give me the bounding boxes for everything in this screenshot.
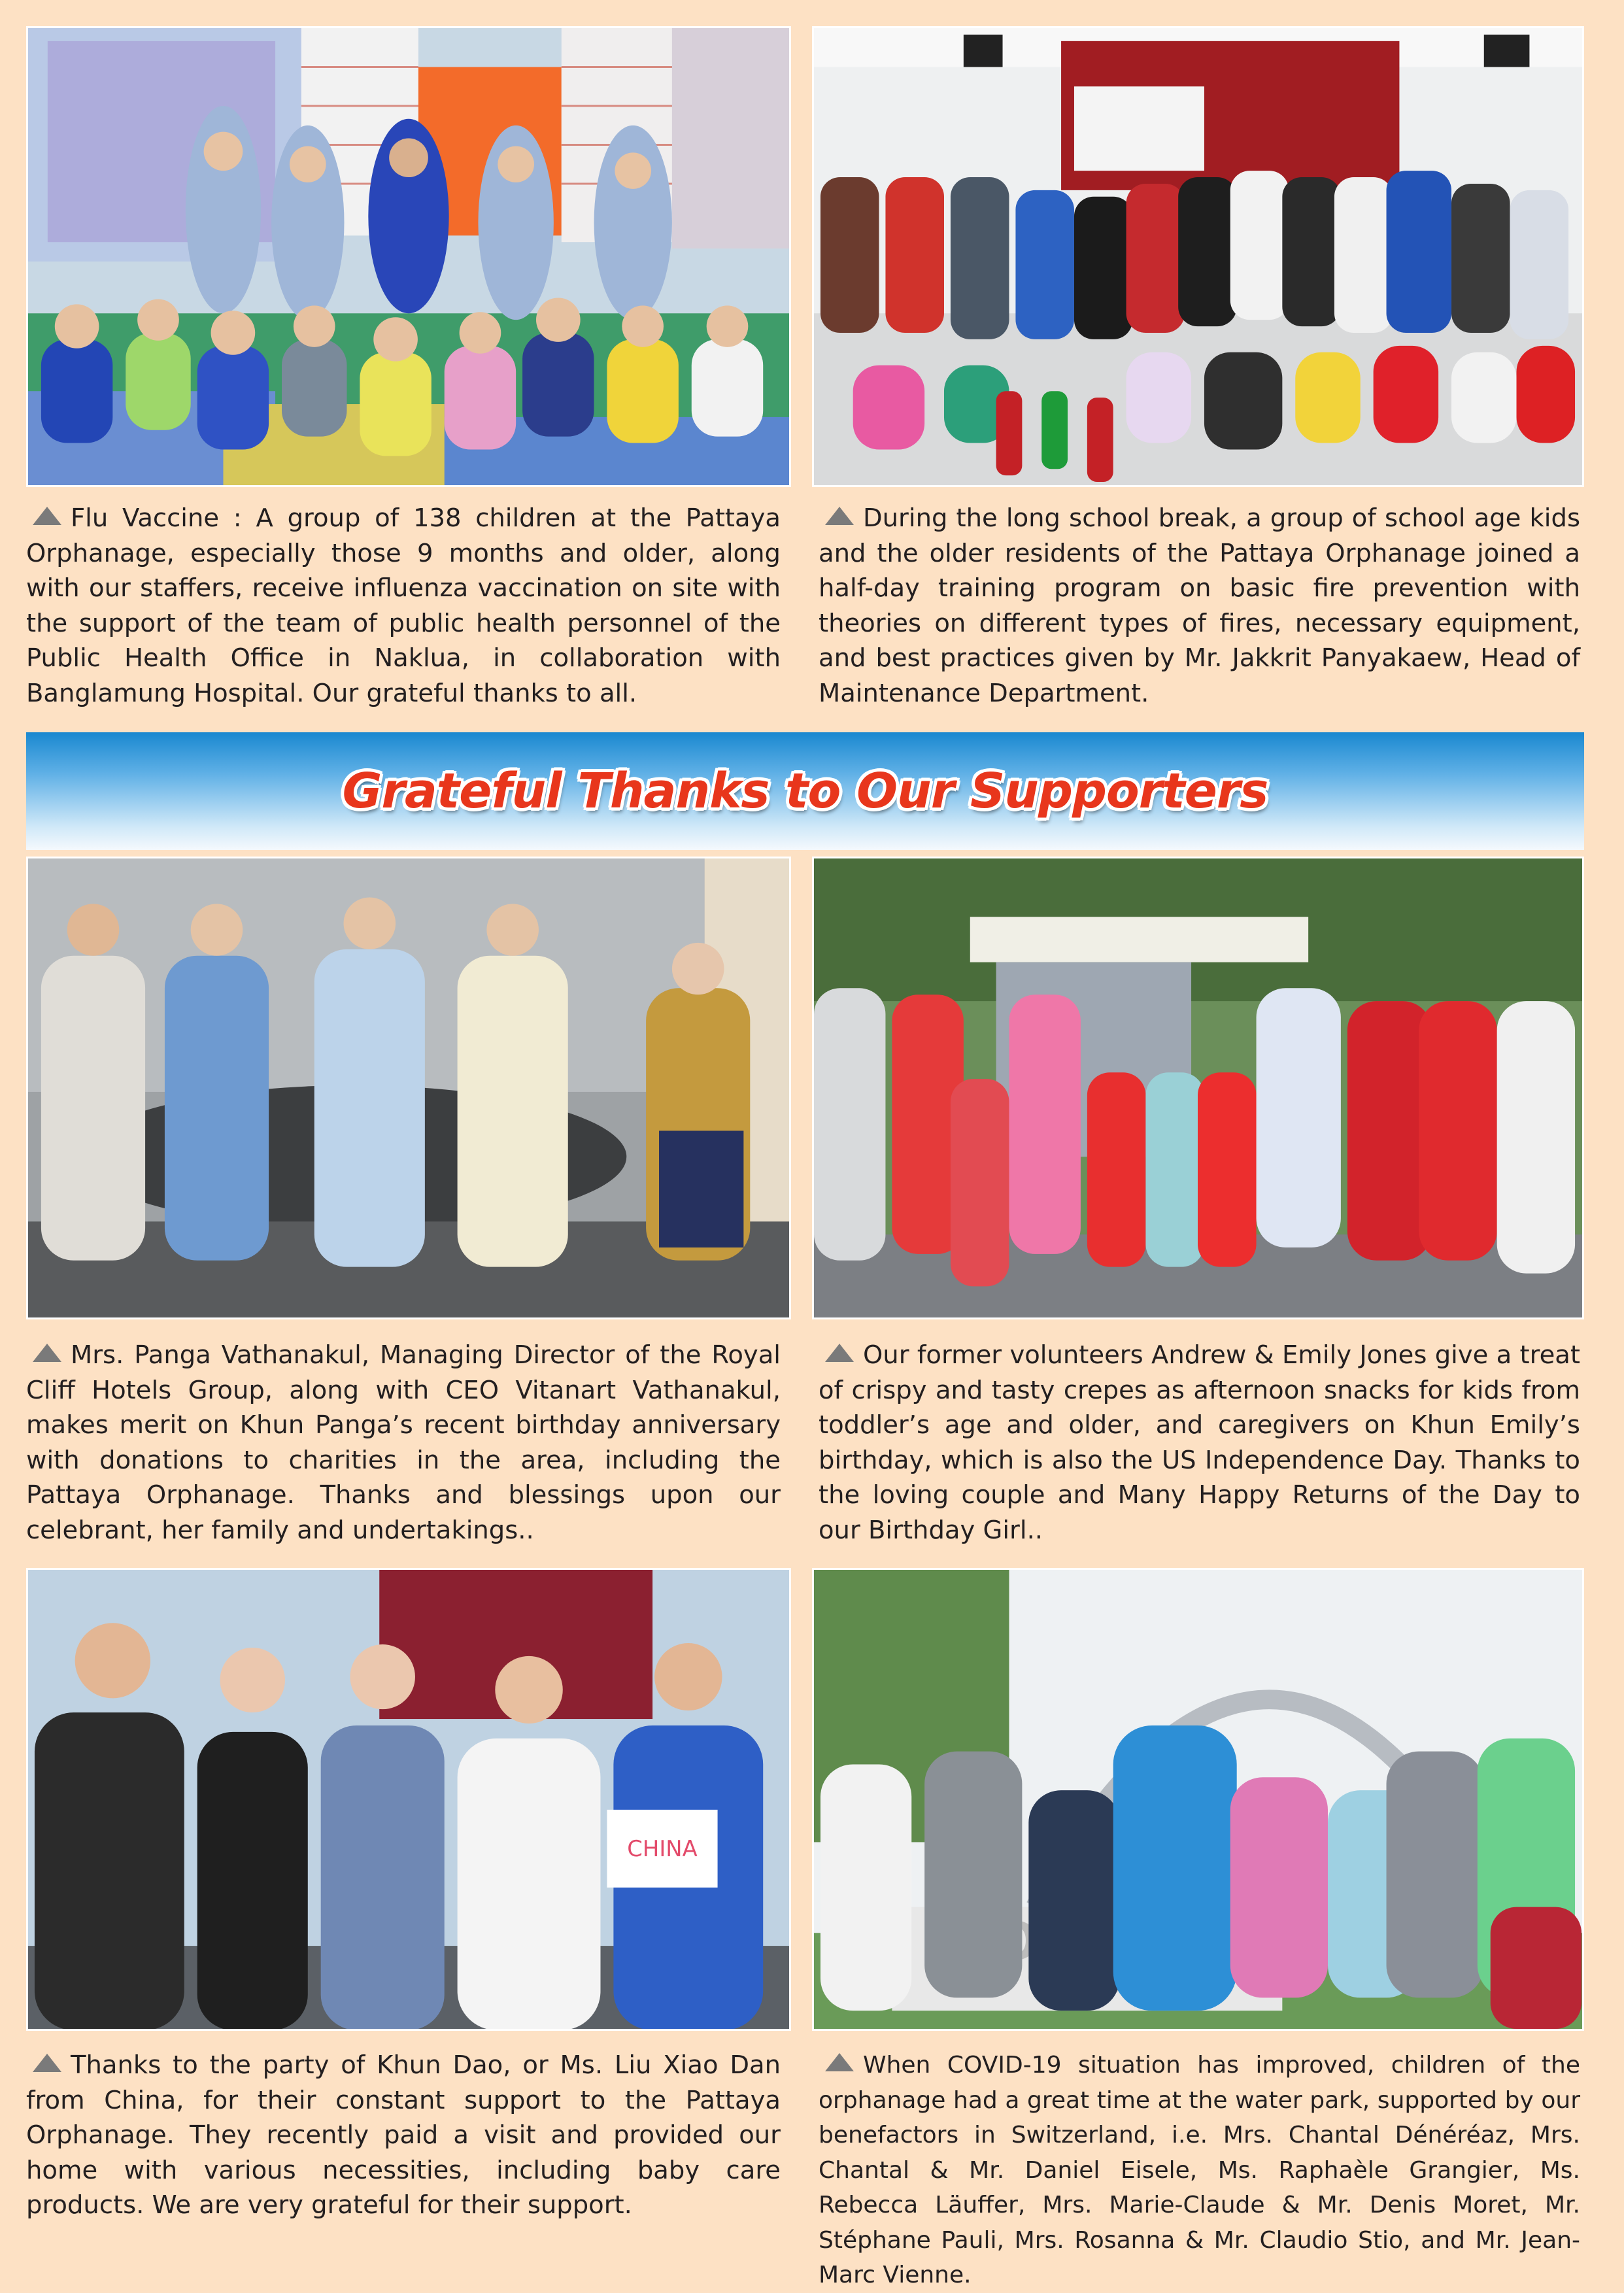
supporters-banner: [26, 732, 1584, 850]
caption-khun-dao-visit: [26, 2048, 781, 2223]
triangle-bullet-icon: [825, 2053, 854, 2071]
china-sign-text: CHINA: [627, 1836, 698, 1862]
photo-crepe-treat: [812, 857, 1584, 1319]
photo-royal-cliff-donation: [26, 857, 791, 1319]
caption-crepe-treat: [819, 1338, 1580, 1548]
triangle-bullet-icon: [33, 2054, 61, 2072]
triangle-bullet-icon: [825, 507, 854, 525]
caption-text: Thanks to the party of Khun Dao, or Ms. Liu Xiao Dan from China, for their constant support to the Pattaya Orphanage. They recently paid a visit and provided our home with various necessities, including baby care products. We are very grateful for their support.: [26, 2050, 781, 2220]
caption-flu-vaccine: [26, 501, 781, 711]
photo-water-park: [812, 1568, 1584, 2031]
caption-water-park: [819, 2048, 1580, 2293]
caption-text: When COVID-19 situation has improved, children of the orphanage had a great time at the water park, supported by our benefactors in Switzerland, i.e. Mrs. Chantal Dénéréaz, Mrs. Chantal & Mr. Daniel Eisele, Ms. Raphaèle Grangier, Ms. Rebecca Läuffer, Mrs. Marie-Claude & Mr. Denis Moret, Mr. Stéphane Pauli, Mrs. Rosanna & Mr. Claudio Stio, and Mr. Jean-Marc Vienne.: [819, 2052, 1580, 2288]
triangle-bullet-icon: [33, 507, 61, 525]
triangle-bullet-icon: [825, 1344, 854, 1362]
photo-flu-vaccine: [26, 26, 791, 487]
photo-fire-training: [812, 26, 1584, 487]
caption-text: Mrs. Panga Vathanakul, Managing Director of the Royal Cliff Hotels Group, along with CEO Vitanart Vathanakul, makes merit on Khun Panga’s recent birthday anniversary with donations to charities in the area, including the Pattaya Orphanage. Thanks and blessings upon our celebrant, her family and undertakings..: [26, 1340, 781, 1545]
caption-text: Our former volunteers Andrew & Emily Jones give a treat of crispy and tasty crepes as afternoon snacks for kids from toddler’s age and older, and caregivers on Khun Emily’s birthday, which is also the US Independence Day. Thanks to the loving couple and Many Happy Returns of the Day to our Birthday Girl..: [819, 1340, 1580, 1545]
banner-title: Grateful Thanks to Our Supporters: [342, 763, 1268, 819]
photo-khun-dao-visit: [26, 1568, 791, 2031]
caption-royal-cliff-donation: [26, 1338, 781, 1548]
caption-fire-training: [819, 501, 1580, 711]
caption-text: Flu Vaccine : A group of 138 children at the Pattaya Orphanage, especially those 9 months and older, along with our staffers, receive influenza vaccination on site with the support of the team of public health personnel of the Public Health Office in Naklua, in collaboration with Banglamung Hospital. Our grateful thanks to all.: [26, 503, 781, 708]
caption-text: During the long school break, a group of school age kids and the older residents of the Pattaya Orphanage joined a half-day training program on basic fire prevention with theories on different types of fires, necessary equipment, and best practices given by Mr. Jakkrit Panyakaew, Head of Maintenance Department.: [819, 503, 1580, 708]
triangle-bullet-icon: [33, 1344, 61, 1362]
